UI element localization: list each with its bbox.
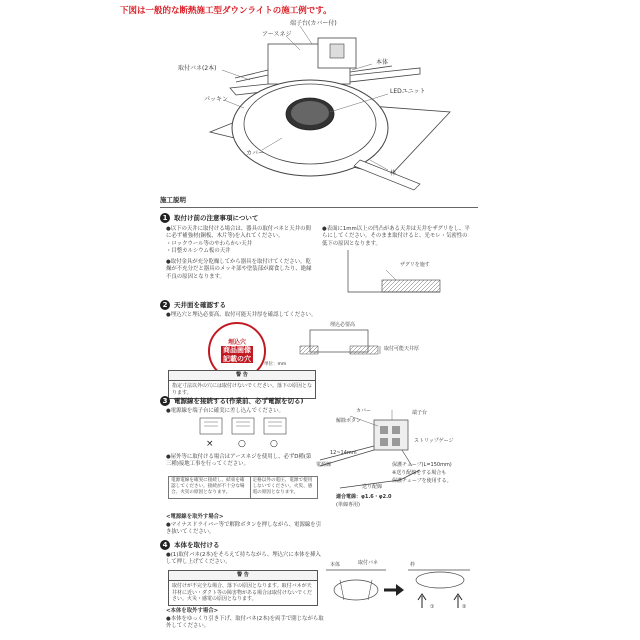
s3-earth-note: ●屋外等に取付ける場合はアースネジを使用し、必ずD種(第三種)接地工事を行ってください。 [166,454,312,468]
s1-bullet-4: ●取付金具が充分乾燥してから器具を取付けてください。乾燥が不充分だと器具のメッキ部や塗装部が腐食したり、絶縁不良の原因となります。 [166,259,312,280]
label-packing: パッキン [204,96,228,103]
caution-cell: 定格以外の電圧、電源で使用しないでください。火災、感電の原因となります。 [250,477,317,499]
instructions-title: 施工説明 [160,196,186,204]
label-step-2: ② [462,604,467,610]
label-tube-note-1: ※送り配線をする場合も [392,470,447,476]
label-protective-tube: 保護チューブ(L=150mm) [392,462,452,468]
section-1-title: 取付け前の注意事項について [174,213,259,222]
zaguri-label: ザグリを施す [400,262,430,268]
section-number: 2 [160,300,170,310]
embed-height-label: 埋込必要高 [330,322,356,328]
s3-remove-title: <電源線を取外す場合> [166,514,224,520]
mark-ok-1: ○ [238,439,246,449]
warning-body: 指定寸法以外の穴には取付けないでください。落下の原因となります。 [172,382,313,396]
ceiling-thickness-label: 取付可能天井厚 [384,346,420,352]
mark-ng: × [206,439,214,449]
label-frame: 枠 [390,170,397,177]
label-body-s4: 本体 [330,562,341,568]
s4-remove-title: <本体を取外す場合> [166,608,219,614]
s4-bullet: ●(1)取付バネ(2本)をそろえて持ちながら、埋込穴に本体を挿入して押し上げてください。 [166,552,321,566]
label-single-wire: (単線専用) [336,502,360,508]
section-4-title: 本体を取付ける [174,540,220,549]
label-terminal: 端子台(カバー付) [290,20,337,27]
mark-ok-2: ○ [270,439,278,449]
s1-bullet-2: ・ロックウール等のやわらかい天井 [166,240,253,247]
label-feed-wiring: 送り配線 [362,484,383,490]
label-cover: カバー [246,150,265,157]
label-strip-gauge: ストリップゲージ [414,438,454,444]
section-number: 1 [160,213,170,223]
s4-remove-text: ●本体をゆっくり引き下げ、取付バネ(2本)を両手で閉じながら取外してください。 [166,616,324,630]
warning-head: 警 告 [169,371,315,381]
label-earth-screw: アースネジ [262,31,292,38]
label-spring-s4: 取付バネ [358,560,379,566]
s1-bullet-1: ●以下の天井に取付ける場合は、器具の取付バネと天井の間に必ず補強材(銅板、木片等)を入れてください。 [166,226,311,240]
unit-label: 単位：mm [264,362,287,367]
label-conductor: 適合電線：φ1.6・φ2.0 [336,494,392,500]
label-terminal-block: 端子台 [412,410,428,416]
label-body: 本体 [376,59,389,66]
label-step-1: ① [430,604,435,610]
label-cover: カバー [356,408,372,414]
section-3-title: 電源線を接続する(作業前、必ず電源を切る) [174,396,304,405]
label-power-wire: 電源線 [316,462,332,468]
label-frame-s4: 枠 [410,562,416,568]
warning-body: 取付けが不完全な場合、落下の原因となります。取付バネが天井材に近い・ダクト等の障害物がある場合は取付けないでください。火災・感電の原因となります。 [172,582,313,603]
label-release-button: 解除ボタン [336,418,362,424]
s1-bullet-3: ・目整カルシウム板の天井 [166,247,231,254]
section-number: 4 [160,540,170,550]
s1-right-text: ●表面に1mm以上の凹凸がある天井は天井をザグリをし、平らにしてください。そのまま取付けると、光モレ・気密性の低下の原因となります。 [322,226,470,247]
s3-remove-text: ●マイナスドライバー等で解除ボタンを押しながら、電源線を引き抜いてください。 [166,522,322,536]
section-2-title: 天井面を確認する [174,300,226,309]
label-led-unit: LEDユニット [390,88,426,95]
s2-bullet: ●埋込穴と埋込必要高、取付可能天井厚を確認してください。 [166,312,317,318]
embed-hole-stamp: 埋込穴 商品画像 記載の穴 [208,322,266,380]
label-tube-note-2: 保護チューブを使用する。 [392,478,452,484]
label-springs: 取付バネ(2本) [178,65,217,72]
caution-cell: 電源電線を確実に接続し、結束を確認してください。接続が不十分な場合、火災の原因となります。 [169,477,251,499]
page-title: 下図は一般的な断熱施工型ダウンライトの施工例です。 [120,6,332,16]
section-number: 3 [160,396,170,406]
label-strip-length: 12~14mm [330,450,357,456]
s3-bullet: ●電源線を端子台に確実に差し込んでください。 [166,408,284,414]
warning-head: 警 告 [169,571,317,581]
